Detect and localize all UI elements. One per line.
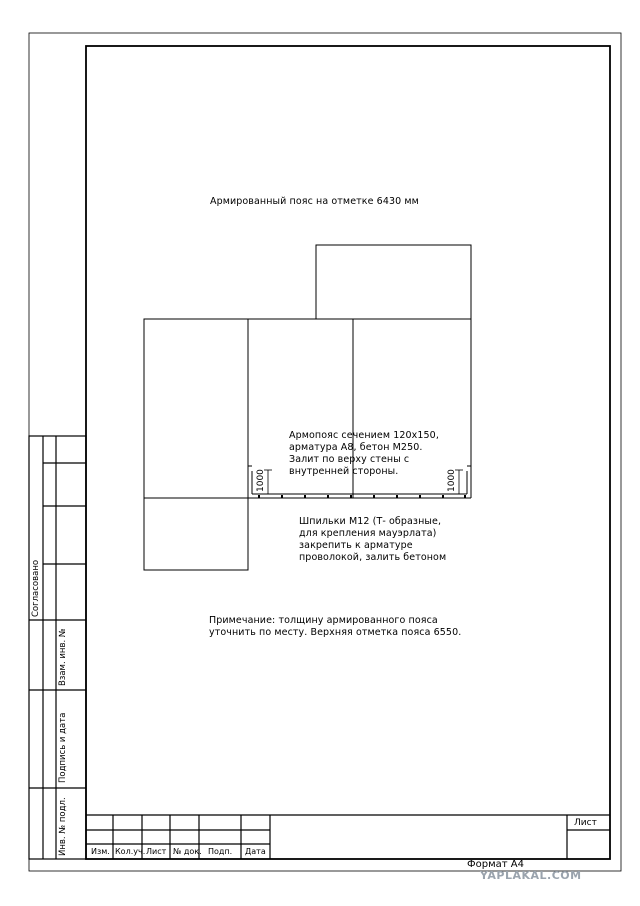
top-room [316,245,471,319]
stamp-agreed: Согласовано [31,559,41,617]
format-label: Формат А4 [467,859,524,870]
stamp-signature-date: Подпись и дата [58,712,68,783]
dimension-left: 1000 [256,469,266,492]
left-room [144,319,248,570]
tb-col-date: Дата [245,847,266,856]
tb-col-list: Лист [146,847,167,856]
tb-col-podp: Подп. [208,847,233,856]
remark-note: Примечание: толщину армированного пояса уточнить по месту. Верхняя отметка пояса 6550. [209,615,462,638]
tb-col-koluch: Кол.уч. [115,847,146,856]
studs-note: Шпильки М12 (Т- образные, для крепления мауэрлата) закрепить к арматуре проволокой, залить бетоном [299,516,447,563]
tb-col-izm: Изм. [91,847,110,856]
tb-col-doc: № док. [173,847,202,856]
watermark: YAPLAKAL.COM [480,869,582,882]
stamp-inv-original: Инв. № подл. [58,797,68,856]
stamp-replaced-inv: Взам. инв. № [58,628,68,686]
belt-note: Армопояс сечением 120x150, арматура А8, бетон М250. Залит по верху стены с внутренней стороны. [289,430,439,477]
tb-sheet-label: Лист [574,818,597,828]
drawing-title: Армированный пояс на отметке 6430 мм [210,196,419,207]
dimension-right: 1000 [447,469,457,492]
